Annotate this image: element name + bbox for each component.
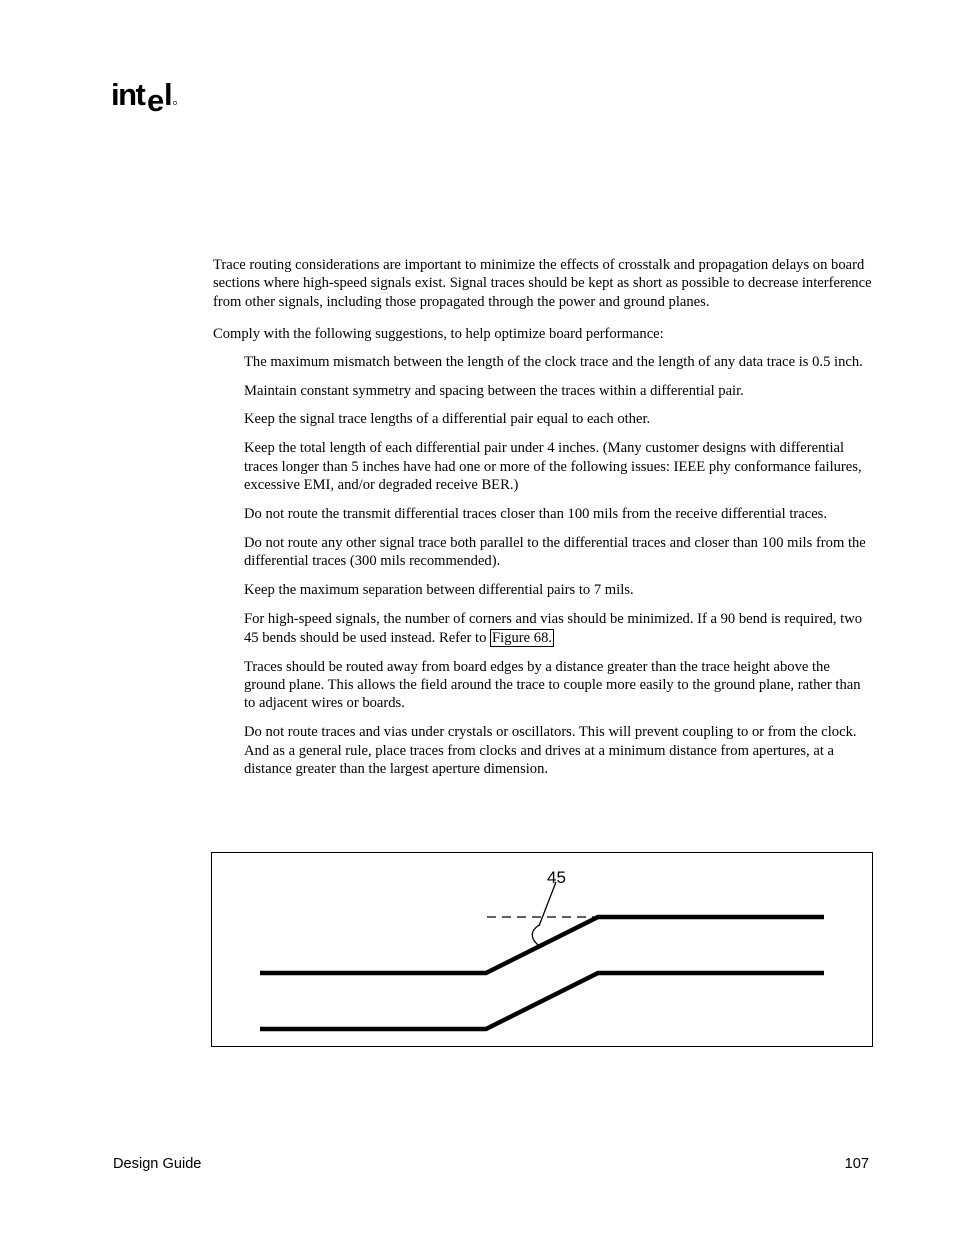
angle-arc [532,925,539,945]
list-item: The maximum mismatch between the length of the clock trace and the length of any data trace is 0.5 inch. [244,353,863,370]
lead-paragraph: Comply with the following suggestions, to help optimize board performance: [213,326,664,343]
footer-title: Design Guide [113,1156,202,1172]
figure-68-link[interactable]: Figure 68. [492,629,553,646]
trace-bend-figure [211,852,873,1047]
leader-line [539,882,556,926]
list-item [244,610,873,647]
body-content [213,256,873,789]
intro-paragraph: Trace routing considerations are important to minimize the effects of crosstalk and propagation delays on board sections where high-speed signals exist. Signal traces should be kept as short as possible to decrease interference from other signals, including those propagated through the power and ground planes. [213,257,872,310]
svg-text:e: e [147,83,163,114]
svg-text:int: int [111,78,145,112]
page-number: 107 [844,1156,869,1172]
list-item: Traces should be routed away from board edges by a distance greater than the trace height above the ground plane. This allows the field around the trace to couple more easily to the ground plane, rather than to adjacent wires or boards. [244,658,861,712]
list-item: Do not route traces and vias under crystals or oscillators. This will prevent coupling to or from the clock. And as a general rule, place traces from clocks and drives at a minimum distance from apertures, at a distance greater than the largest aperture dimension. [244,724,857,778]
angle-label: 45 [547,868,566,887]
trace-lower [260,973,824,1029]
list-item: Do not route the transmit differential traces closer than 100 mils from the receive differential traces. [244,506,827,523]
trace-upper [260,917,824,973]
bend-text: For high-speed signals, the number of corners and vias should be minimized. If a 90 bend is required, two 45 bends should be used instead. Refer to [244,611,863,646]
list-item: Keep the signal trace lengths of a differential pair equal to each other. [244,411,651,428]
list-item: Maintain constant symmetry and spacing between the traces within a differential pair. [244,382,744,399]
intel-logo [111,78,183,114]
suggestion-list [213,353,873,779]
list-item: Do not route any other signal trace both parallel to the differential traces and closer than 100 mils from the differential traces (300 mils recommended). [244,534,866,570]
list-item: Keep the maximum separation between differential pairs to 7 mils. [244,582,634,599]
list-item: Keep the total length of each differential pair under 4 inches. (Many customer designs with differential traces longer than 5 inches have had one or more of the following issues: IEEE phy conformance failures, excessive EMI, and/or degraded receive BER.) [244,440,862,494]
svg-text:l: l [164,78,173,112]
